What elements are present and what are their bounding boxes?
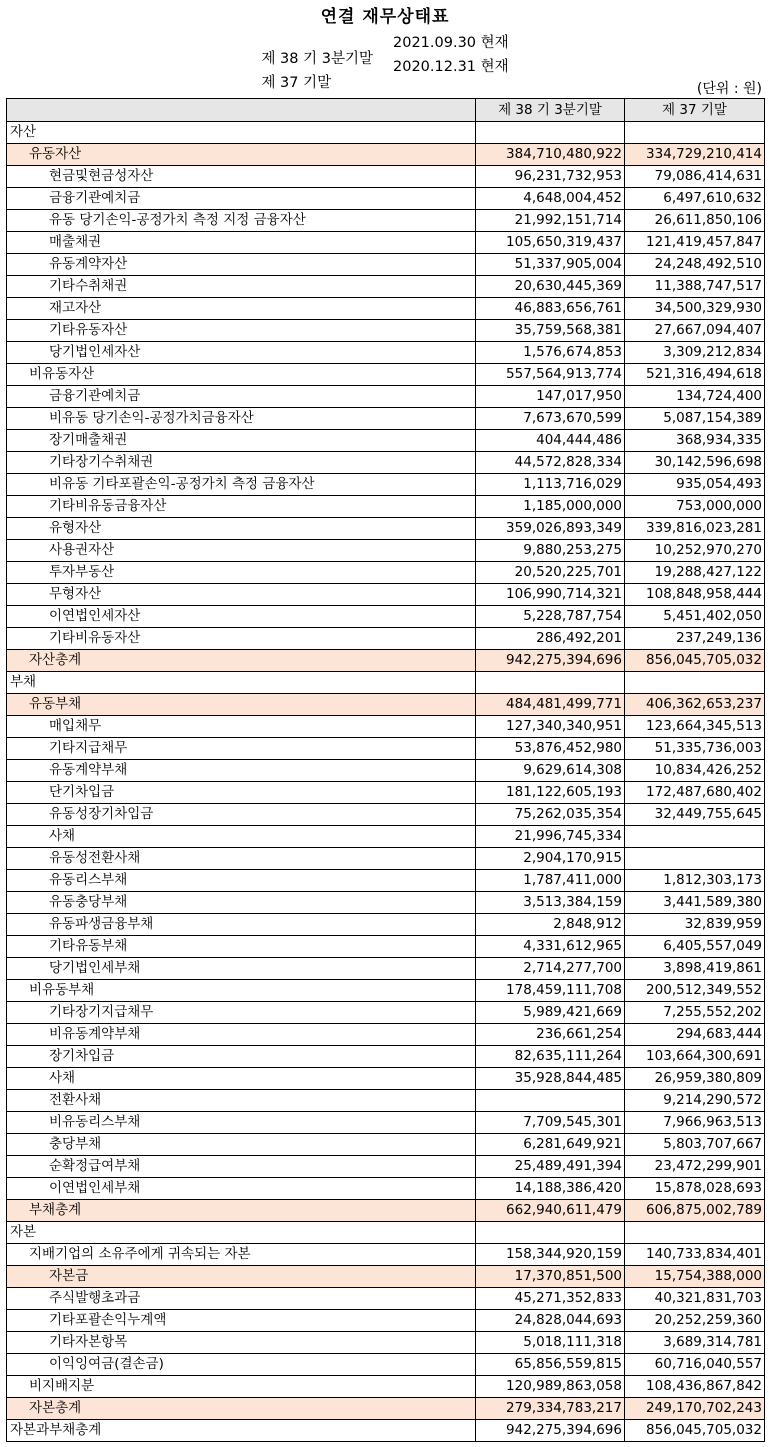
row-value-current: 2,714,277,700: [476, 958, 625, 980]
row-label: 기타포괄손익누계액: [7, 1310, 476, 1332]
row-label: 이연법인세자산: [7, 606, 476, 628]
row-value-prior: 32,839,959: [625, 914, 765, 936]
row-value-current: 53,876,452,980: [476, 738, 625, 760]
row-label: 금융기관예치금: [7, 188, 476, 210]
row-value-current: 158,344,920,159: [476, 1244, 625, 1266]
row-value-current: 7,673,670,599: [476, 408, 625, 430]
row-value-current: 557,564,913,774: [476, 364, 625, 386]
row-value-prior: 7,255,552,202: [625, 1002, 765, 1024]
row-label: 유동충당부채: [7, 892, 476, 914]
row-value-prior: 60,716,040,557: [625, 1354, 765, 1376]
row-value-prior: 521,316,494,618: [625, 364, 765, 386]
table-row: [7, 1266, 765, 1288]
table-row: [7, 738, 765, 760]
row-value-prior: 15,754,388,000: [625, 1266, 765, 1288]
row-value-current: 127,340,340,951: [476, 716, 625, 738]
row-value-current: 1,576,674,853: [476, 342, 625, 364]
row-value-current: 44,572,828,334: [476, 452, 625, 474]
row-value-current: 14,188,386,420: [476, 1178, 625, 1200]
row-value-prior: 935,054,493: [625, 474, 765, 496]
row-value-current: 20,520,225,701: [476, 562, 625, 584]
row-value-current: 21,992,151,714: [476, 210, 625, 232]
table-row: [7, 958, 765, 980]
table-row: [7, 1354, 765, 1376]
row-label: 유동 당기손익-공정가치 측정 지정 금융자산: [7, 210, 476, 232]
row-value-prior: 1,812,303,173: [625, 870, 765, 892]
row-value-prior: 79,086,414,631: [625, 166, 765, 188]
row-label: 비지배지분: [7, 1376, 476, 1398]
table-row: [7, 386, 765, 408]
row-value-current: 384,710,480,922: [476, 144, 625, 166]
row-label: 기타비유동금융자산: [7, 496, 476, 518]
row-value-current: 2,848,912: [476, 914, 625, 936]
table-row: [7, 298, 765, 320]
statement-title: 연결 재무상태표: [320, 7, 450, 27]
period-current-date: 2021.09.30 현재: [393, 35, 509, 51]
table-row: [7, 474, 765, 496]
table-row: [7, 980, 765, 1002]
table-row: [7, 188, 765, 210]
table-row: [7, 122, 765, 144]
row-label: 유동리스부채: [7, 870, 476, 892]
row-value-prior: 606,875,002,789: [625, 1200, 765, 1222]
row-value-current: 5,989,421,669: [476, 1002, 625, 1024]
row-value-prior: 108,436,867,842: [625, 1376, 765, 1398]
table-row: [7, 232, 765, 254]
table-row: [7, 782, 765, 804]
table-row: [7, 1200, 765, 1222]
table-row: [7, 1310, 765, 1332]
row-value-current: 35,928,844,485: [476, 1068, 625, 1090]
row-value-prior: 9,214,290,572: [625, 1090, 765, 1112]
table-row: [7, 1156, 765, 1178]
row-label: 기타유동부채: [7, 936, 476, 958]
row-label: 유동계약부채: [7, 760, 476, 782]
table-row: [7, 166, 765, 188]
row-label: 지배기업의 소유주에게 귀속되는 자본: [7, 1244, 476, 1266]
row-label: 단기차입금: [7, 782, 476, 804]
row-label: 장기매출채권: [7, 430, 476, 452]
row-value-prior: 3,441,589,380: [625, 892, 765, 914]
row-value-current: 65,856,559,815: [476, 1354, 625, 1376]
table-row: [7, 144, 765, 166]
row-label: 기타유동자산: [7, 320, 476, 342]
period-prior-label: 제 37 기말: [261, 75, 332, 91]
table-row: [7, 408, 765, 430]
table-body: [7, 122, 765, 1442]
row-value-prior: 23,472,299,901: [625, 1156, 765, 1178]
row-label: 자산: [7, 122, 476, 144]
row-label: 기타수취채권: [7, 276, 476, 298]
table-row: [7, 540, 765, 562]
table-row: [7, 650, 765, 672]
table-row: [7, 892, 765, 914]
row-value-prior: 368,934,335: [625, 430, 765, 452]
table-row: [7, 694, 765, 716]
table-row: [7, 430, 765, 452]
row-label: 순확정급여부채: [7, 1156, 476, 1178]
row-label: 이연법인세부채: [7, 1178, 476, 1200]
row-value-current: [476, 1090, 625, 1112]
row-value-current: 35,759,568,381: [476, 320, 625, 342]
period-prior-date: 2020.12.31 현재: [393, 59, 509, 75]
row-label: 유동성전환사채: [7, 848, 476, 870]
row-label: 사채: [7, 1068, 476, 1090]
table-row: [7, 760, 765, 782]
row-value-current: 46,883,656,761: [476, 298, 625, 320]
row-label: 자본총계: [7, 1398, 476, 1420]
row-value-current: 5,228,787,754: [476, 606, 625, 628]
table-row: [7, 1222, 765, 1244]
table-row: [7, 804, 765, 826]
table-row: [7, 210, 765, 232]
table-row: [7, 826, 765, 848]
row-label: 비유동부채: [7, 980, 476, 1002]
row-value-prior: 15,878,028,693: [625, 1178, 765, 1200]
row-value-current: 20,630,445,369: [476, 276, 625, 298]
row-value-current: 9,629,614,308: [476, 760, 625, 782]
table-row: [7, 1090, 765, 1112]
row-value-current: 1,185,000,000: [476, 496, 625, 518]
row-label: 유동부채: [7, 694, 476, 716]
table-row: [7, 342, 765, 364]
row-value-prior: 51,335,736,003: [625, 738, 765, 760]
row-value-prior: 249,170,702,243: [625, 1398, 765, 1420]
row-value-current: 286,492,201: [476, 628, 625, 650]
row-value-current: 45,271,352,833: [476, 1288, 625, 1310]
row-value-current: 4,331,612,965: [476, 936, 625, 958]
row-label: 기타자본항목: [7, 1332, 476, 1354]
row-value-current: [476, 1222, 625, 1244]
table-row: [7, 1068, 765, 1090]
row-label: 현금및현금성자산: [7, 166, 476, 188]
table-row: [7, 496, 765, 518]
table-row: [7, 1024, 765, 1046]
balance-sheet-table: [6, 98, 765, 1442]
row-value-prior: 6,405,557,049: [625, 936, 765, 958]
unit-label: (단위 : 원): [696, 81, 762, 97]
table-row: [7, 628, 765, 650]
table-row: [7, 1398, 765, 1420]
row-value-current: 106,990,714,321: [476, 584, 625, 606]
row-value-prior: 140,733,834,401: [625, 1244, 765, 1266]
row-value-current: 4,648,004,452: [476, 188, 625, 210]
row-label: 금융기관예치금: [7, 386, 476, 408]
row-label: 유형자산: [7, 518, 476, 540]
row-value-prior: 10,834,426,252: [625, 760, 765, 782]
row-value-prior: 24,248,492,510: [625, 254, 765, 276]
table-row: [7, 936, 765, 958]
row-value-prior: 108,848,958,444: [625, 584, 765, 606]
row-value-prior: 6,497,610,632: [625, 188, 765, 210]
table-row: [7, 1244, 765, 1266]
row-value-prior: 10,252,970,270: [625, 540, 765, 562]
row-label: 자본금: [7, 1266, 476, 1288]
row-label: 당기법인세부채: [7, 958, 476, 980]
table-row: [7, 606, 765, 628]
table-row: [7, 914, 765, 936]
table-row: [7, 1134, 765, 1156]
row-value-current: 181,122,605,193: [476, 782, 625, 804]
row-label: 매입채무: [7, 716, 476, 738]
row-label: 기타비유동자산: [7, 628, 476, 650]
row-value-prior: [625, 122, 765, 144]
row-label: 기타장기수취채권: [7, 452, 476, 474]
row-value-prior: 30,142,596,698: [625, 452, 765, 474]
row-label: 유동성장기차입금: [7, 804, 476, 826]
row-value-current: 6,281,649,921: [476, 1134, 625, 1156]
row-value-current: 1,113,716,029: [476, 474, 625, 496]
row-label: 유동계약자산: [7, 254, 476, 276]
row-value-prior: 27,667,094,407: [625, 320, 765, 342]
row-value-prior: 134,724,400: [625, 386, 765, 408]
row-label: 사채: [7, 826, 476, 848]
period-current-label: 제 38 기 3분기말: [261, 51, 373, 67]
row-value-current: 75,262,035,354: [476, 804, 625, 826]
row-value-current: 82,635,111,264: [476, 1046, 625, 1068]
row-value-prior: 856,045,705,032: [625, 650, 765, 672]
row-value-prior: [625, 1222, 765, 1244]
row-value-current: 147,017,950: [476, 386, 625, 408]
row-label: 유동자산: [7, 144, 476, 166]
table-row: [7, 1376, 765, 1398]
row-label: 투자부동산: [7, 562, 476, 584]
row-value-prior: 26,611,850,106: [625, 210, 765, 232]
row-value-prior: 5,087,154,389: [625, 408, 765, 430]
row-value-current: 279,334,783,217: [476, 1398, 625, 1420]
row-value-prior: 40,321,831,703: [625, 1288, 765, 1310]
table-row: [7, 848, 765, 870]
row-label: 사용권자산: [7, 540, 476, 562]
row-label: 주식발행초과금: [7, 1288, 476, 1310]
row-value-current: 3,513,384,159: [476, 892, 625, 914]
table-row: [7, 1046, 765, 1068]
row-label: 기타지급채무: [7, 738, 476, 760]
row-label: 비유동계약부채: [7, 1024, 476, 1046]
table-row: [7, 452, 765, 474]
row-value-current: 9,880,253,275: [476, 540, 625, 562]
column-header-item: [7, 99, 476, 122]
row-value-current: 24,828,044,693: [476, 1310, 625, 1332]
table-row: [7, 276, 765, 298]
table-row: [7, 254, 765, 276]
row-label: 자산총계: [7, 650, 476, 672]
row-value-current: 484,481,499,771: [476, 694, 625, 716]
table-row: [7, 1420, 765, 1442]
table-row: [7, 1288, 765, 1310]
row-label: 비유동리스부채: [7, 1112, 476, 1134]
row-value-current: 17,370,851,500: [476, 1266, 625, 1288]
row-value-prior: 5,803,707,667: [625, 1134, 765, 1156]
row-value-prior: 406,362,653,237: [625, 694, 765, 716]
table-row: [7, 672, 765, 694]
row-value-prior: 34,500,329,930: [625, 298, 765, 320]
row-label: 유동파생금융부채: [7, 914, 476, 936]
row-value-prior: 5,451,402,050: [625, 606, 765, 628]
row-value-prior: 172,487,680,402: [625, 782, 765, 804]
row-value-current: 25,489,491,394: [476, 1156, 625, 1178]
row-label: 비유동자산: [7, 364, 476, 386]
row-label: 매출채권: [7, 232, 476, 254]
row-value-prior: 11,388,747,517: [625, 276, 765, 298]
table-row: [7, 364, 765, 386]
row-value-current: 662,940,611,479: [476, 1200, 625, 1222]
row-value-prior: 339,816,023,281: [625, 518, 765, 540]
row-label: 부채총계: [7, 1200, 476, 1222]
row-label: 자본: [7, 1222, 476, 1244]
row-value-prior: 753,000,000: [625, 496, 765, 518]
row-value-prior: 294,683,444: [625, 1024, 765, 1046]
row-label: 충당부채: [7, 1134, 476, 1156]
table-row: [7, 518, 765, 540]
statement-header: [0, 0, 770, 98]
table-row: [7, 584, 765, 606]
table-header-row: [7, 99, 765, 122]
column-header-prior: 제 37 기말: [625, 99, 765, 122]
row-value-current: 178,459,111,708: [476, 980, 625, 1002]
row-value-prior: 200,512,349,552: [625, 980, 765, 1002]
row-value-prior: 3,309,212,834: [625, 342, 765, 364]
row-value-prior: 7,966,963,513: [625, 1112, 765, 1134]
row-label: 장기차입금: [7, 1046, 476, 1068]
row-label: 무형자산: [7, 584, 476, 606]
row-value-current: 7,709,545,301: [476, 1112, 625, 1134]
row-value-current: 2,904,170,915: [476, 848, 625, 870]
row-value-prior: [625, 826, 765, 848]
row-label: 당기법인세자산: [7, 342, 476, 364]
row-value-current: 5,018,111,318: [476, 1332, 625, 1354]
row-value-prior: [625, 672, 765, 694]
row-value-prior: 3,689,314,781: [625, 1332, 765, 1354]
table-row: [7, 320, 765, 342]
row-value-current: [476, 672, 625, 694]
row-value-current: 96,231,732,953: [476, 166, 625, 188]
row-value-current: 21,996,745,334: [476, 826, 625, 848]
row-label: 전환사채: [7, 1090, 476, 1112]
row-value-current: 359,026,893,349: [476, 518, 625, 540]
row-label: 부채: [7, 672, 476, 694]
table-row: [7, 716, 765, 738]
row-value-prior: 32,449,755,645: [625, 804, 765, 826]
table-row: [7, 1178, 765, 1200]
table-row: [7, 870, 765, 892]
row-value-current: 105,650,319,437: [476, 232, 625, 254]
row-label: 비유동 당기손익-공정가치금융자산: [7, 408, 476, 430]
row-value-prior: 19,288,427,122: [625, 562, 765, 584]
table-row: [7, 1002, 765, 1024]
row-value-prior: 20,252,259,360: [625, 1310, 765, 1332]
row-label: 비유동 기타포괄손익-공정가치 측정 금융자산: [7, 474, 476, 496]
table-row: [7, 1332, 765, 1354]
row-value-current: 942,275,394,696: [476, 650, 625, 672]
row-value-prior: 121,419,457,847: [625, 232, 765, 254]
table-row: [7, 1112, 765, 1134]
table-row: [7, 562, 765, 584]
row-value-prior: 334,729,210,414: [625, 144, 765, 166]
row-value-current: 120,989,863,058: [476, 1376, 625, 1398]
row-value-current: 51,337,905,004: [476, 254, 625, 276]
row-value-prior: 103,664,300,691: [625, 1046, 765, 1068]
column-header-current: 제 38 기 3분기말: [476, 99, 625, 122]
row-value-current: [476, 122, 625, 144]
row-value-current: 404,444,486: [476, 430, 625, 452]
row-label: 기타장기지급채무: [7, 1002, 476, 1024]
row-label: 재고자산: [7, 298, 476, 320]
row-value-prior: 856,045,705,032: [625, 1420, 765, 1442]
row-value-prior: 26,959,380,809: [625, 1068, 765, 1090]
row-value-current: 1,787,411,000: [476, 870, 625, 892]
row-value-current: 236,661,254: [476, 1024, 625, 1046]
row-label: 이익잉여금(결손금): [7, 1354, 476, 1376]
row-label: 자본과부채총계: [7, 1420, 476, 1442]
row-value-prior: 3,898,419,861: [625, 958, 765, 980]
row-value-current: 942,275,394,696: [476, 1420, 625, 1442]
row-value-prior: 123,664,345,513: [625, 716, 765, 738]
row-value-prior: 237,249,136: [625, 628, 765, 650]
row-value-prior: [625, 848, 765, 870]
